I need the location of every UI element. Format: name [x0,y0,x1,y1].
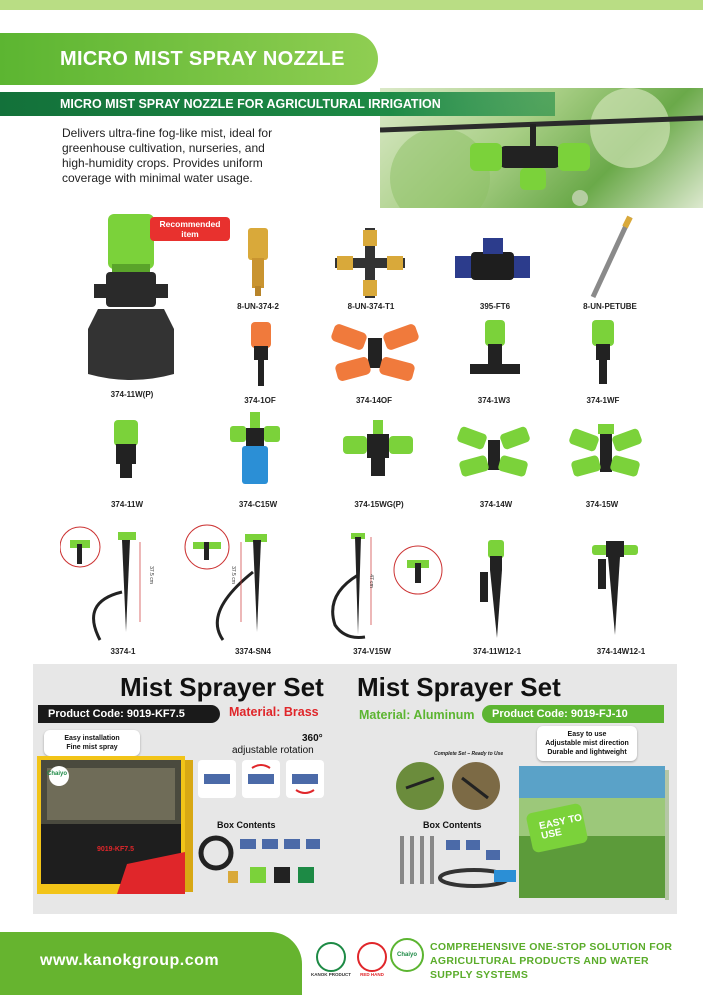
product-code-label: 374-11W [110,500,144,509]
product-image-374-15W [568,424,643,484]
product-code-label: 374-14W [479,500,513,509]
product-code-label: 374-15WG(P) [354,500,404,509]
product-image-374-1OF [248,322,274,392]
product-code-label: 374-15W [585,500,619,509]
red-hand-logo [357,942,387,972]
product-code-label: 374-V15W [353,647,391,656]
product-image-374-14W12-1 [590,537,640,642]
easy-to-use-label: EASY TO USE [538,812,584,842]
website-link[interactable]: www.kanokgroup.com [40,952,220,969]
product-code-label: 8-UN-374-T1 [347,302,395,311]
height-measure-c: 47 cm [367,574,374,588]
box-model-code: 9019-KF7.5 [97,846,134,853]
product-code-label: 395-FT6 [479,302,511,311]
page-title: MICRO MIST SPRAY NOZZLE [0,33,378,85]
product-image-8-UN-374-T1 [335,228,405,303]
product-code-label: 3374-SN4 [234,647,272,656]
section-subtitle: MICRO MIST SPRAY NOZZLE FOR AGRICULTURAL IRRIGATION [0,92,555,116]
product-image-8-UN-374-2 [243,228,273,303]
product-code-label: 374-1WF [586,396,620,405]
product-image-374-14W [456,424,531,484]
set-title-left: Mist Sprayer Set [120,672,324,702]
kanok-product-logo [316,942,346,972]
product-image-374-11W12-1 [478,540,518,645]
product-code-label: 374-14OF [355,396,393,405]
product-image-8-UN-PETUBE [585,215,635,305]
set-title-right: Mist Sprayer Set [357,672,561,702]
logo-caption: Chaiyo [396,952,417,958]
product-code-label: 374-11W(P) [110,390,154,399]
installation-photos [396,758,504,819]
product-image-374-1W3 [470,320,520,390]
product-image-3374-SN4 [183,522,283,647]
product-image-395-FT6 [455,238,530,293]
feature-callout-left: Easy installation Fine mist spray [44,730,140,756]
product-image-374-14OF [330,318,420,393]
box-contents-items-left [198,833,323,893]
product-image-374-V15W [325,525,450,650]
product-code-tag-left: Product Code: 9019-KF7.5 [38,705,220,723]
product-code-label: 8-UN-PETUBE [583,302,637,311]
box-contents-items-right [396,832,521,897]
product-code-label: 3374-1 [110,647,136,656]
rotation-text: adjustable rotation [232,745,314,756]
product-code-tag-right: Product Code: 9019-FJ-10 [482,705,664,723]
feature-callout-right: Easy to use Adjustable mist direction Durable and lightweight [537,726,637,761]
product-image-374-15WGP [343,420,413,485]
material-right: Material: Aluminum [359,708,475,722]
product-image-374-1WF [588,320,618,390]
rotation-illustrations [198,760,326,805]
description-text: Delivers ultra-fine fog-like mist, ideal for greenhouse cultivation, nurseries, and high-humidity crops. Provides uniform coverage with minimal water usage. [62,126,273,185]
product-code-label: 374-1W3 [477,396,511,405]
height-measure-a: 37.5 cm [147,566,154,584]
logo-caption: RED HAND [360,972,384,977]
product-image-374-C15W [230,412,280,492]
box-contents-title-left: Box Contents [217,820,276,830]
product-code-label: 374-1OF [244,396,276,405]
complete-set-caption: Complete Set – Ready to Use [434,751,504,757]
brand-logo-box: Chaiyo [47,771,68,777]
product-code-label: 374-11W12-1 [472,647,522,656]
height-measure-b: 37.5 cm [229,566,236,584]
footer-slogan: COMPREHENSIVE ONE-STOP SOLUTION FOR AGRICULTURAL PRODUCTS AND WATER SUPPLY SYSTEMS [430,941,673,981]
product-code-label: 374-C15W [238,500,278,509]
logo-caption: KANOK PRODUCT [311,972,351,977]
rotation-value: 360° [302,733,323,744]
product-box-left [37,756,193,901]
product-code-label: 374-14W12-1 [596,647,646,656]
product-image-374-11W [108,420,144,485]
material-left: Material: Brass [229,705,319,719]
product-image-3374-1 [60,522,160,647]
box-contents-title-right: Box Contents [423,820,482,830]
top-accent-bar [0,0,703,10]
product-code-label: 8-UN-374-2 [237,302,279,311]
recommended-badge: Recommended item [150,217,230,241]
